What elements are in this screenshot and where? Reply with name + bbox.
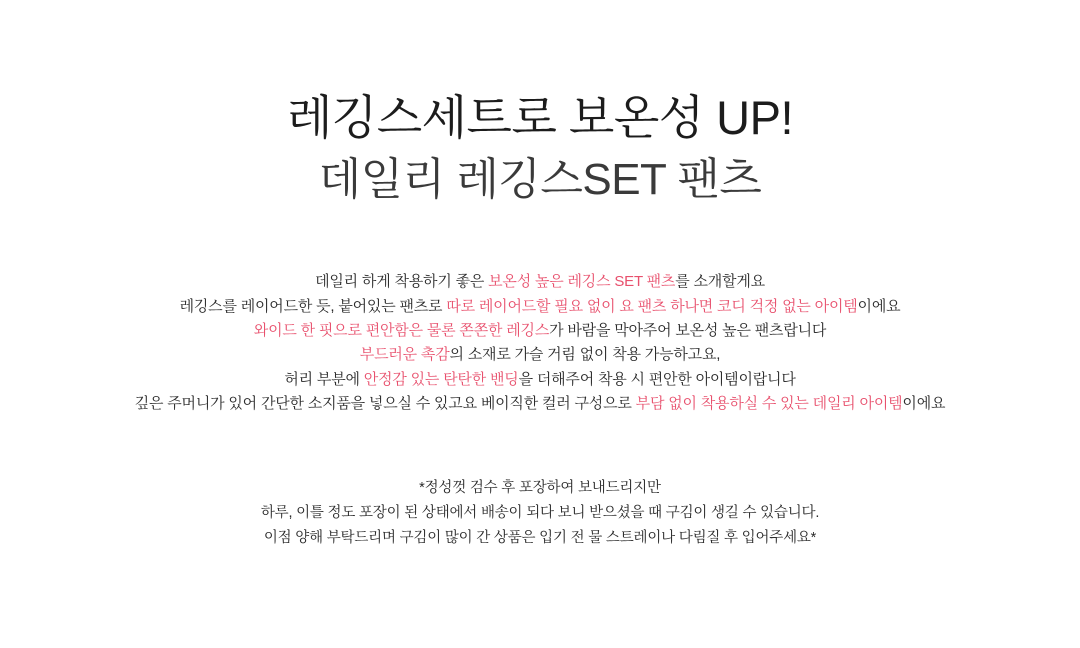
description-line-6-part-a: 깊은 주머니가 있어 간단한 소지품을 넣으실 수 있고요 베이직한 컬러 구성으로 <box>134 394 636 412</box>
description-line-5-part-c: 을 더해주어 착용 시 편안한 아이템이랍니다 <box>518 370 796 388</box>
description-line-6-part-c: 이에요 <box>902 394 946 412</box>
description-line-5-highlight: 안정감 있는 탄탄한 밴딩 <box>363 370 519 388</box>
description-line-1-part-c: 를 소개할게요 <box>675 273 765 291</box>
description-line-1-part-a: 데일리 하게 착용하기 좋은 <box>315 273 489 291</box>
page-title-line-1: 레깅스세트로 보온성 UP! <box>286 91 794 144</box>
description-line-4-part-c: 의 소재로 가슬 거림 없이 착용 가능하고요, <box>449 346 721 364</box>
page-title <box>287 88 793 208</box>
description-line-2-highlight: 따로 레이어드할 필요 없이 요 팬츠 하나면 코디 걱정 없는 아이템 <box>446 297 858 315</box>
product-description <box>135 270 946 416</box>
description-line-1 <box>135 270 946 294</box>
shipping-note-line-1: *정성껏 검수 후 포장하여 보내드리지만 <box>419 480 661 497</box>
description-line-6 <box>135 392 946 416</box>
description-line-4-highlight: 부드러운 촉감 <box>359 346 450 364</box>
description-line-1-highlight: 보온성 높은 레깅스 SET 팬츠 <box>488 273 676 291</box>
description-line-2-part-c: 이에요 <box>857 297 901 315</box>
shipping-note-line-3: 이점 양해 부탁드리며 구김이 많이 간 상품은 입기 전 물 스트레이나 다림질 후 입어주세요* <box>263 530 817 547</box>
description-line-2-part-a: 레깅스를 레이어드한 듯, 붙어있는 팬츠로 <box>179 297 447 315</box>
description-line-3-highlight: 와이드 한 핏으로 편안함은 물론 쫀쫀한 레깅스 <box>253 322 550 340</box>
shipping-note <box>261 476 819 551</box>
description-line-5-part-a: 허리 부분에 <box>284 370 364 388</box>
description-line-4 <box>135 343 946 367</box>
description-line-6-highlight: 부담 없이 착용하실 수 있는 데일리 아이템 <box>635 394 903 412</box>
page-title-line-2: 데일리 레깅스SET 팬츠 <box>318 155 762 205</box>
shipping-note-line-2: 하루, 이틀 정도 포장이 된 상태에서 배송이 되다 보니 받으셨을 때 구김이 생길 수 있습니다. <box>260 505 820 522</box>
description-line-3-part-c: 가 바람을 막아주어 보온성 높은 팬츠랍니다 <box>549 322 827 340</box>
description-line-3 <box>135 319 946 343</box>
description-line-2 <box>135 295 946 319</box>
description-line-5 <box>135 368 946 392</box>
